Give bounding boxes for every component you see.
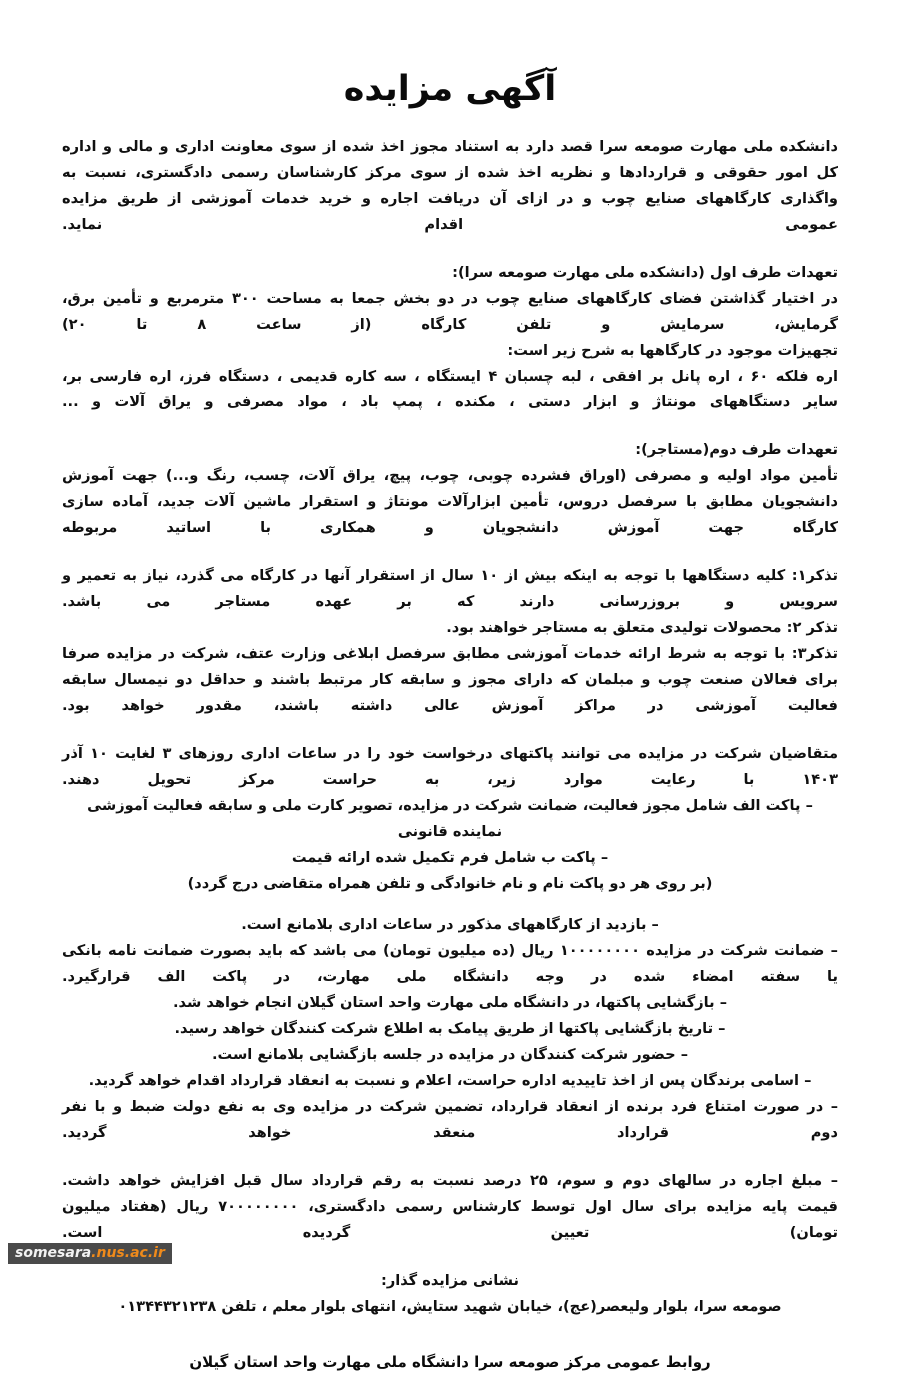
spacer (62, 415, 838, 437)
list-item: – پاکت الف شامل مجوز فعالیت، ضمانت شرکت در مزایده، تصویر کارت ملی و سابقه فعالیت آموزشی نماینده قانونی (87, 797, 813, 841)
list-item: (بر روی هر دو پاکت نام و نام خانوادگی و تلفن همراه متقاضی درج گردد) (187, 874, 713, 892)
site-watermark (8, 1243, 172, 1264)
spacer (62, 719, 838, 741)
page-title: آگهی مزایده (343, 69, 557, 109)
equipment-body: اره فلکه ۶۰ ، اره پانل بر افقی ، لبه چسبان ۴ ایستگاه ، سه کاره قدیمی ، دستگاه فرز، اره فارسی بر، سایر دستگاههای مونتاژ و ابزار دستی ، مکنده ، پمپ باد ، مواد مصرفی و یراق آلات و ... (62, 367, 839, 411)
conditions-list (62, 912, 838, 1146)
address-heading: نشانی مزایده گذار: (380, 1271, 519, 1289)
spacer (62, 1146, 838, 1168)
public-relations-footer: روابط عمومی مرکز صومعه سرا دانشگاه ملی مهارت واحد استان گیلان (189, 1352, 711, 1371)
spacer (62, 1320, 838, 1335)
spacer (62, 897, 838, 912)
note-1: تذکر۱: کلیه دستگاهها با توجه به اینکه بیش از ۱۰ سال از استقرار آنها در کارگاه می گذرد، نیاز به تعمیر و سرویس و بروزرسانی دارند که بر عهده مستاجر می باشد. (62, 567, 838, 611)
spacer (62, 238, 838, 260)
second-party-heading: تعهدات طرف دوم(مستاجر): (635, 441, 838, 459)
applicants-paragraph: متقاضیان شرکت در مزایده می توانند پاکتهای درخواست خود را در ساعات اداری روزهای ۳ لغایت ۱۰ آذر ۱۴۰۳ با رعایت موارد زیر، به حراست مرکز تحویل دهند. (62, 745, 838, 789)
list-item: – اسامی برندگان پس از اخذ تاییدیه اداره حراست، اعلام و نسبت به انعقاد قرارداد اقدام خواهد گردید. (88, 1071, 812, 1089)
equipment-heading: تجهیزات موجود در کارگاهها به شرح زیر است: (507, 341, 838, 359)
list-item: – ضمانت شرکت در مزایده ۱۰۰۰۰۰۰۰۰ ریال (ده میلیون تومان) می باشد که باید بصورت ضمانت نامه بانکی یا سفته امضاء شده در وجه دانشگاه ملی مهارت، در پاکت الف قرارگیرد. (62, 941, 838, 985)
document-content (62, 0, 838, 1390)
first-party-body: در اختیار گذاشتن فضای کارگاههای صنایع چوب در دو بخش جمعا به مساحت ۳۰۰ مترمربع و تأمین برق، گرمایش، سرمایش و تلفن کارگاه (از ساعت ۸ تا ۲۰) (62, 289, 838, 333)
rent-paragraph: – مبلغ اجاره در سالهای دوم و سوم، ۲۵ درصد نسبت به رقم قرارداد سال قبل افزایش خواهد داشت. قیمت پایه مزایده برای سال اول توسط کارشناس رسمی دادگستری، ۷۰۰۰۰۰۰۰۰ ریال (هفتاد میلیون تومان) تعیین گردیده است. (62, 1171, 838, 1241)
watermark-name: somesara (15, 1245, 92, 1261)
second-party-body: تأمین مواد اولیه و مصرفی (اوراق فشرده چوبی، چوب، پیچ، یراق آلات، چسب، رنگ و...) جهت آموزش دانشجویان مطابق با سرفصل دروس، تأمین ابزارآلات مونتاژ و استقرار ماشین آلات جدید، آماده سازی کارگاه جهت آموزش دانشجویان و همکاری با اساتید مربوطه (62, 467, 838, 537)
intro-paragraph: دانشکده ملی مهارت صومعه سرا قصد دارد به استناد مجوز اخذ شده از سوی معاونت اداری و مالی و اداره کل امور حقوقی و قراردادها و نظریه اخذ شده از سوی مرکز کارشناسان رسمی دادگستری، نسبت به واگذاری کارگاههای صنایع چوب و در ازای آن دریافت اجاره و خرید خدمات آموزشی از طریق مزایده عمومی اقدام نماید. (62, 137, 838, 233)
first-party-heading: تعهدات طرف اول (دانشکده ملی مهارت صومعه سرا): (452, 263, 838, 281)
address-body: صومعه سرا، بلوار ولیعصر(عج)، خیابان شهید ستایش، انتهای بلوار معلم ، تلفن ۰۱۳۴۴۳۲۱۲۳۸ (118, 1297, 782, 1315)
list-item: – در صورت امتناع فرد برنده از انعقاد قرارداد، تضمین شرکت در مزایده وی به نفع دولت ضبط و با نفر دوم قرارداد منعقد خواهد گردید. (62, 1097, 838, 1141)
list-item: – بازگشایی پاکتها، در دانشگاه ملی مهارت واحد استان گیلان انجام خواهد شد. (173, 993, 727, 1011)
spacer (62, 1246, 838, 1268)
list-item: – بازدید از کارگاههای مذکور در ساعات اداری بلامانع است. (241, 915, 659, 933)
watermark-domain: .nus.ac.ir (91, 1245, 165, 1261)
list-item: – حضور شرکت کنندگان در مزایده در جلسه بازگشایی بلامانع است. (211, 1045, 689, 1063)
spacer (62, 541, 838, 563)
note-3: تذکر۳: با توجه به شرط ارائه خدمات آموزشی مطابق سرفصل ابلاغی وزارت عتف، شرکت در مزایده صرفا برای فعالان صنعت چوب و مبلمان که دارای مجوز و سابقه کار مرتبط باشند و حداقل دو نیمسال سابقه فعالیت آموزشی در مراکز آموزش عالی داشته باشند، مقدور خواهد بود. (62, 645, 838, 715)
note-2: تذکر ۲: محصولات تولیدی متعلق به مستاجر خواهند بود. (446, 619, 838, 637)
spacer (62, 112, 838, 134)
envelope-requirements-list (62, 793, 838, 897)
list-item: – پاکت ب شامل فرم تکمیل شده ارائه قیمت (291, 849, 609, 866)
list-item: – تاریخ بازگشایی پاکتها از طریق پیامک به اطلاع شرکت کنندگان خواهد رسید. (174, 1019, 726, 1037)
